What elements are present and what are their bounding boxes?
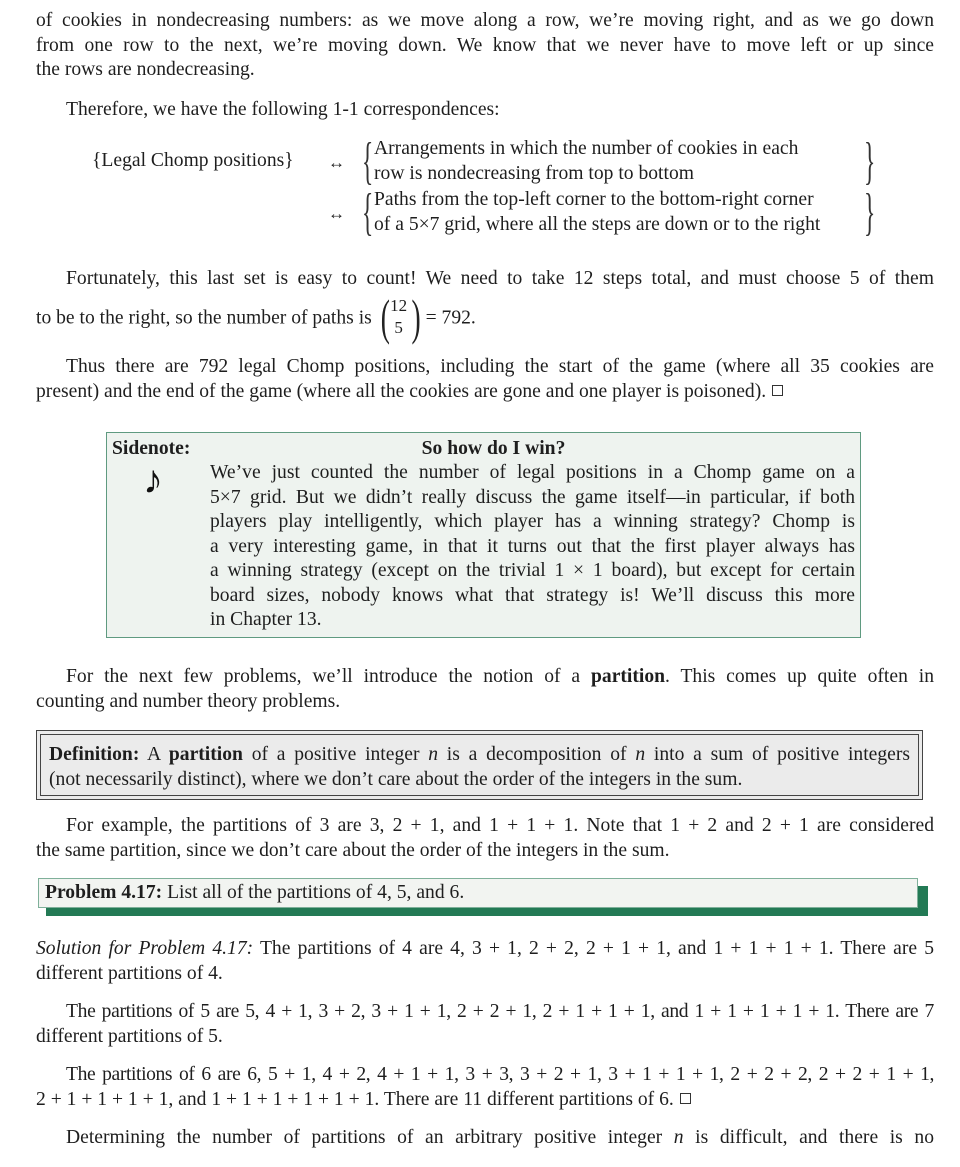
text-line: The partitions of 5 are 5, 4 + 1, 3 + 2, 3 + 1 + 1, 2 + 2 + 1, 2 + 1 + 1 + 1, and 1 + 1 + 1 + 1 + 1. There are 7 [66,1001,934,1022]
paragraph-count-paths [36,267,934,344]
text-line: from one row to the next, we’re moving down. We know that we never have to move left or up since [36,34,934,56]
term-partition: partition [591,666,666,687]
text-line: Therefore, we have the following 1-1 correspondences: [66,99,500,120]
sidenote-body [210,461,855,633]
definition-inner [40,734,919,796]
text-fragment: is difficult, and there is no [683,1127,934,1148]
biconditional-arrow-icon: ↔ [328,153,345,172]
var-n: n [428,744,439,765]
problem-box [38,878,928,918]
paragraph-correspondences [66,98,500,123]
text-line: Fortunately, this last set is easy to count! We need to take 12 steps total, and must choose 5 of them [66,268,934,289]
text-fragment: is a decomposition of [438,744,636,765]
qed-square-icon [772,385,783,396]
text-fragment: 2 + 1 + 1 + 1 + 1, and 1 + 1 + 1 + 1 + 1 + 1. There are 11 different partitions of 6. [36,1088,674,1110]
text-line: (not necessarily distinct), where we don’t care about the order of the integers in the sum. [49,768,743,790]
text-line: counting and number theory problems. [36,690,341,712]
solution-partitions-4 [36,937,934,986]
set-line: row is nondecreasing from top to bottom [374,162,694,184]
left-brace: { [362,133,374,190]
right-brace: } [864,184,876,241]
text-fragment: of a positive integer [242,744,429,765]
text-fragment: to be to the right, so the number of paths is [36,307,372,328]
text-fragment: For the next few problems, we’ll introduce the notion of a [66,666,591,687]
text-line [36,380,934,405]
solution-label: Solution for Problem 4.17: [36,938,254,959]
music-note-icon: ♪ [143,457,163,502]
text-fragment: The partitions of 4 are 4, 3 + 1, 2 + 2, 2 + 1 + 1, and 1 + 1 + 1 + 1. There are 5 [259,938,934,959]
solution-partitions-6 [36,1063,934,1112]
set-line: Paths from the top-left corner to the bottom-right corner [374,189,814,210]
paragraph-792-positions [36,355,934,404]
lhs-set: {Legal Chomp positions} [92,150,294,171]
binom-top: 12 [390,295,408,315]
text-line: The partitions of 6 are 6, 5 + 1, 4 + 2, 4 + 1 + 1, 3 + 3, 3 + 2 + 1, 3 + 1 + 1 + 1, 2 + 2 + 2, 2 + 2 + 1 + 1, [66,1064,934,1085]
text-line: board sizes, nobody knows what that strategy is! We’ll discuss this more [210,584,855,606]
text-line: For example, the partitions of 3 are 3, 2 + 1, and 1 + 1 + 1. Note that 1 + 2 and 2 + 1 are considered [66,815,934,836]
text-line: players play intelligently, which player has a winning strategy? Chomp is [210,511,855,532]
right-brace: } [864,133,876,190]
text-line: a winning strategy (except on the trivial 1 × 1 board), but except for certain [210,560,855,581]
text-line: in Chapter 13. [210,609,322,630]
text-line: of cookies in nondecreasing numbers: as we move along a row, we’re moving right, and as we go down [36,10,934,31]
text-line: a very interesting game, in that it turns out that the first player always has [210,535,855,557]
paragraph-partition-difficulty [36,1126,934,1151]
text-line: different partitions of 5. [36,1025,223,1047]
text-line [36,1088,934,1113]
text-line: 5×7 grid. But we didn’t really discuss the game itself—in particular, if both [210,486,855,508]
paragraph-partition-intro [36,665,934,714]
text-fragment: into a sum of positive integers [645,744,910,765]
definition-label: Definition: [49,744,140,765]
text-line: the same partition, since we don’t care about the order of the integers in the sum. [36,839,670,861]
paragraph-paths-intro [36,9,934,83]
left-brace: { [362,184,374,241]
right-paren: ) [411,288,421,345]
text-fragment: Determining the number of partitions of an arbitrary positive integer [66,1127,674,1148]
qed-square-icon [680,1093,691,1104]
paragraph-example-3 [36,814,934,863]
text-line: different partitions of 4. [36,962,223,984]
set-paths [374,188,820,237]
binom-bottom: 5 [394,317,403,337]
problem-label: Problem 4.17: [45,882,163,903]
text-fragment: . This comes up quite often in [665,666,934,687]
problem-content [38,878,918,908]
text-fragment: = 792. [425,307,476,328]
text-line: Thus there are 792 legal Chomp positions, including the start of the game (where all 35 cookies are [66,356,934,377]
sidenote-title: So how do I win? [421,438,566,459]
text-line [36,665,934,690]
text-line: We’ve just counted the number of legal positions in a Chomp game on a [210,462,855,483]
sidenote-label: Sidenote: [112,438,191,459]
text-fragment: A [147,744,169,765]
binomial-line [36,288,934,345]
binomial-coefficient [379,288,421,345]
var-n: n [673,1127,684,1148]
problem-text: List all of the partitions of 4, 5, and 6. [167,882,465,903]
sidenote-box [106,432,861,638]
text-line: the rows are nondecreasing. [36,59,255,80]
left-paren: ( [380,288,390,345]
term-partition: partition [168,744,243,765]
definition-box [36,730,923,800]
text-fragment: present) and the end of the game (where all the cookies are gone and one player is poisoned). [36,380,767,402]
text-line [36,937,934,962]
text-line [49,743,910,768]
set-arrangements [374,137,798,186]
set-line: of a 5×7 grid, where all the steps are down or to the right [374,213,821,235]
biconditional-arrow-icon: ↔ [328,204,345,223]
text-line [36,1126,934,1151]
set-line: Arrangements in which the number of cookies in each [374,138,799,159]
solution-partitions-5 [36,1000,934,1049]
var-n: n [635,744,646,765]
